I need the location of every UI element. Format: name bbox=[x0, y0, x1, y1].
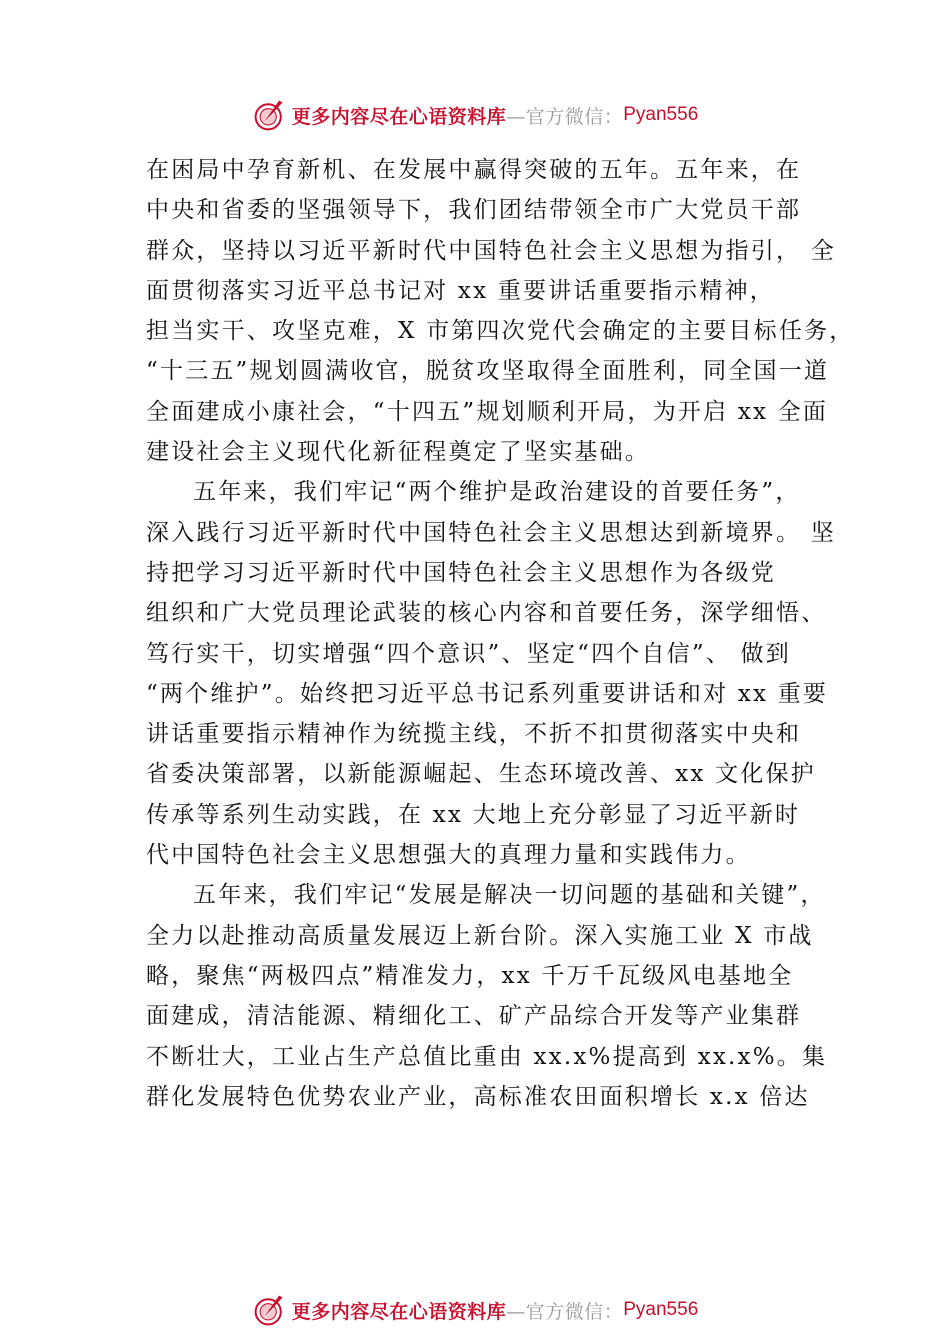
footer-brand-text: 更多内容尽在心语资料库 bbox=[291, 1300, 507, 1323]
body-line: 笃行实干，切实增强“四个意识”、坚定“四个自信”、 做到 bbox=[146, 640, 791, 667]
body-line: 全面建成小康社会，“十四五”规划顺利开局，为开启 xx 全面 bbox=[146, 398, 829, 425]
body-line: “十三五”规划圆满收官，脱贫攻坚取得全面胜利，同全国一道 bbox=[146, 358, 830, 385]
document-body bbox=[146, 150, 855, 1117]
header-wechat-id: Pyan556 bbox=[623, 104, 699, 125]
body-line: 面建成，清洁能源、精细化工、矿产品综合开发等产业集群 bbox=[146, 1003, 802, 1030]
body-line: 讲话重要指示精神作为统揽主线，不折不扣贯彻落实中央和 bbox=[146, 721, 802, 748]
body-line: 中央和省委的坚强领导下，我们团结带领全市广大党员干部 bbox=[146, 197, 802, 224]
body-line: 面贯彻落实习近平总书记对 xx 重要讲话重要指示精神， bbox=[146, 277, 775, 304]
quill-pen-logo-icon bbox=[252, 97, 288, 133]
body-line: 不断壮大，工业占生产总值比重由 xx.x%提高到 xx.x%。集 bbox=[146, 1043, 828, 1070]
footer-wechat-label: —官方微信： bbox=[506, 1300, 624, 1323]
header-banner bbox=[0, 95, 950, 135]
body-line: 群化发展特色优势农业产业，高标准农田面积增长 x.x 倍达 bbox=[146, 1083, 810, 1110]
header-brand-text: 更多内容尽在心语资料库 bbox=[291, 105, 507, 128]
body-line: 五年来，我们牢记“发展是解决一切问题的基础和关键”， bbox=[193, 882, 826, 909]
body-line: 持把学习习近平新时代中国特色社会主义思想作为各级党 bbox=[146, 559, 776, 586]
body-line: 担当实干、攻坚克难，X 市第四次党代会确定的主要目标任务， bbox=[146, 318, 855, 345]
body-line: 群众，坚持以习近平新时代中国特色社会主义思想为指引， 全 bbox=[146, 237, 836, 264]
body-line: 全力以赴推动高质量发展迈上新台阶。深入实施工业 X 市战 bbox=[146, 922, 814, 949]
body-line: 组织和广大党员理论武装的核心内容和首要任务，深学细悟、 bbox=[146, 600, 827, 627]
body-line: 传承等系列生动实践，在 xx 大地上充分彰显了习近平新时 bbox=[146, 801, 801, 828]
body-line: 建设社会主义现代化新征程奠定了坚实基础。 bbox=[146, 439, 650, 466]
body-line: 省委决策部署，以新能源崛起、生态环境改善、xx 文化保护 bbox=[146, 761, 816, 788]
quill-pen-logo-icon bbox=[252, 1292, 288, 1328]
body-line: 深入践行习近平新时代中国特色社会主义思想达到新境界。 坚 bbox=[146, 519, 836, 546]
footer-banner bbox=[0, 1290, 950, 1330]
header-wechat-label: —官方微信： bbox=[506, 105, 624, 128]
footer-wechat-id: Pyan556 bbox=[623, 1299, 699, 1320]
body-line: 五年来，我们牢记“两个维护是政治建设的首要任务”， bbox=[193, 479, 801, 506]
body-line: 代中国特色社会主义思想强大的真理力量和实践伟力。 bbox=[146, 842, 751, 869]
body-line: 略，聚焦“两极四点”精准发力，xx 千万千瓦级风电基地全 bbox=[146, 962, 794, 989]
body-line: 在困局中孕育新机、在发展中赢得突破的五年。五年来，在 bbox=[146, 157, 802, 183]
body-line: “两个维护”。始终把习近平总书记系列重要讲话和对 xx 重要 bbox=[146, 680, 829, 707]
